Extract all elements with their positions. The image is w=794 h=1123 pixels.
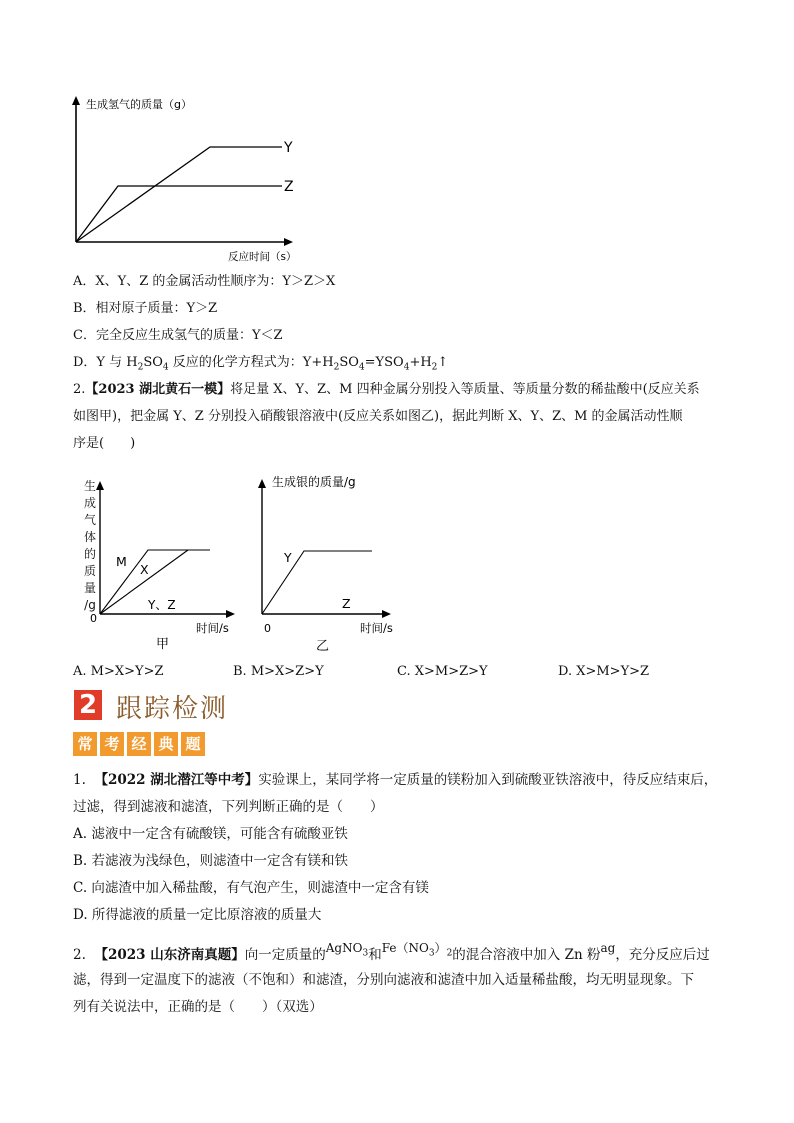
q1-option-d-mid: 反应的化学方程式为：Y+H — [168, 355, 334, 370]
q1-option-d: D．Y 与 $H_2SO_4$ 反应的化学方程式为：$Y+H_2SO_4=YSO_4+H_2↑$ — [73, 355, 449, 373]
p2-agno3: AgNO$_3$ — [325, 941, 369, 959]
x-axis-label: 反应时间（s） — [228, 251, 297, 262]
p1-option-c: C. 向滤渣中加入稀盐酸，有气泡产生，则滤渣中一定含有镁 — [73, 880, 429, 896]
p2-source: 【2023 山东济南真题】 — [94, 947, 245, 963]
p1-option-d: D. 所得滤液的质量一定比原溶液的质量大 — [73, 907, 322, 923]
p1-source: 【2022 湖北潜江等中考】 — [94, 772, 259, 788]
jia-x-arrow — [226, 610, 235, 618]
section-tag-4: 典 — [154, 732, 178, 756]
yi-y-arrow — [258, 479, 266, 488]
section-tag-3: 经 — [127, 732, 151, 756]
yi-origin: 0 — [264, 622, 271, 635]
y-axis-label: 生成氢气的质量（g） — [86, 98, 192, 111]
q1-option-b: B．相对原子质量：Y＞Z — [73, 301, 218, 316]
yi-caption: 乙 — [316, 639, 330, 654]
jia-origin: 0 — [90, 612, 97, 625]
q1-option-d-eq: SO — [339, 355, 359, 370]
yi-x-label: 时间/s — [360, 621, 393, 635]
q1-option-a: A．X、Y、Z 的金属活动性顺序为：Y＞Z＞X — [73, 274, 336, 289]
q2-option-b: B. M>X>Z>Y — [233, 664, 324, 679]
p1-text-1: 实验课上，某同学将一定质量的镁粉加入到硫酸亚铁溶液中，待反应结束后， — [258, 772, 718, 788]
yi-label-z: Z — [342, 596, 351, 611]
series-y-line — [76, 147, 282, 242]
p2-post: 的混合溶液中加入 Zn 粉 — [452, 947, 601, 963]
q1-option-c: C．完全反应生成氢气的质量：Y＜Z — [73, 328, 283, 343]
x-axis-arrow — [284, 238, 293, 246]
q2-option-d: D. X>M>Y>Z — [558, 664, 650, 679]
graph-jia — [84, 478, 254, 658]
p2-tail: ，充分反应后过 — [615, 947, 710, 963]
yi-y-line — [262, 551, 372, 614]
graph-jia-y-label: 生 成 气 体 的 质 量 /g — [83, 479, 96, 612]
p2-line3: 列有关说法中，正确的是（ ）（双选） — [73, 999, 323, 1015]
section-tag-5: 题 — [181, 732, 205, 756]
q1-option-d-arrow: ↑ — [437, 355, 449, 370]
p2-he: 和 — [368, 947, 382, 963]
p2-number: 2. — [73, 947, 86, 963]
q1-option-d-eq2: =YSO — [364, 355, 404, 370]
series-z-label: Z — [284, 179, 294, 195]
jia-caption: 甲 — [156, 637, 170, 652]
q2-line1 — [73, 380, 700, 400]
jia-label-yz: Y、Z — [148, 598, 176, 612]
q2-line2: 如图甲)，把金属 Y、Z 分别投入硝酸银溶液中(反应关系如图乙)，据此判断 X、Y、Z、M 的金属活动性顺 — [73, 409, 683, 424]
p1-number: 1. — [73, 772, 86, 788]
section-tag-2: 考 — [100, 732, 124, 756]
p1-line2: 过滤，得到滤液和滤渣，下列判断正确的是（ ） — [73, 799, 384, 815]
q1-option-d-so: SO — [143, 355, 163, 370]
q2-option-c: C. X>M>Z>Y — [397, 664, 488, 679]
q1-option-d-prefix: D．Y 与 H — [73, 355, 138, 370]
p2-line1 — [73, 942, 710, 973]
y-axis-arrow — [72, 96, 80, 105]
q1-option-d-eq3: +H — [409, 355, 432, 370]
series-y-label: Y — [284, 140, 293, 156]
jia-y-arrow — [96, 481, 104, 490]
yi-y-label: 生成银的质量/g — [272, 475, 356, 489]
q2-text-1: 将足量 X、Y、Z、M 四种金属分别投入等质量、等质量分数的稀盐酸中(反应关系 — [230, 382, 700, 397]
p2-pre: 向一定质量的 — [244, 947, 326, 963]
q2-number: 2. — [73, 382, 86, 397]
p2-ag: ag — [600, 941, 616, 955]
section-title: 跟踪检测 — [116, 694, 229, 724]
section-tag-1: 常 — [73, 732, 97, 756]
p1-option-a: A. 滤液中一定含有硫酸镁，可能含有硫酸亚铁 — [73, 826, 348, 842]
p1-option-b: B. 若滤液为浅绿色，则滤渣中一定含有镁和铁 — [73, 853, 349, 869]
p1-line1 — [73, 770, 717, 790]
jia-x-label: 时间/s — [196, 621, 229, 635]
jia-label-x: X — [140, 562, 149, 577]
p2-feno32: $Fe(NO_3)_2$ — [381, 941, 453, 959]
q2-line3: 序是( ) — [73, 436, 136, 451]
section-number-badge: 2 — [74, 690, 102, 720]
series-z-line — [76, 186, 282, 242]
graph-yi — [250, 470, 410, 656]
jia-label-m: M — [116, 554, 127, 569]
q2-option-a: A. M>X>Y>Z — [73, 664, 164, 679]
graph-hydrogen-mass — [60, 92, 320, 262]
yi-x-arrow — [382, 610, 391, 618]
yi-label-y: Y — [284, 550, 292, 565]
p2-line2: 滤，得到一定温度下的滤液（不饱和）和滤渣，分别向滤液和滤渣中加入适量稀盐酸，均无明显现象。下 — [73, 972, 694, 988]
q2-source: 【2023 湖北黄石一模】 — [85, 382, 231, 397]
